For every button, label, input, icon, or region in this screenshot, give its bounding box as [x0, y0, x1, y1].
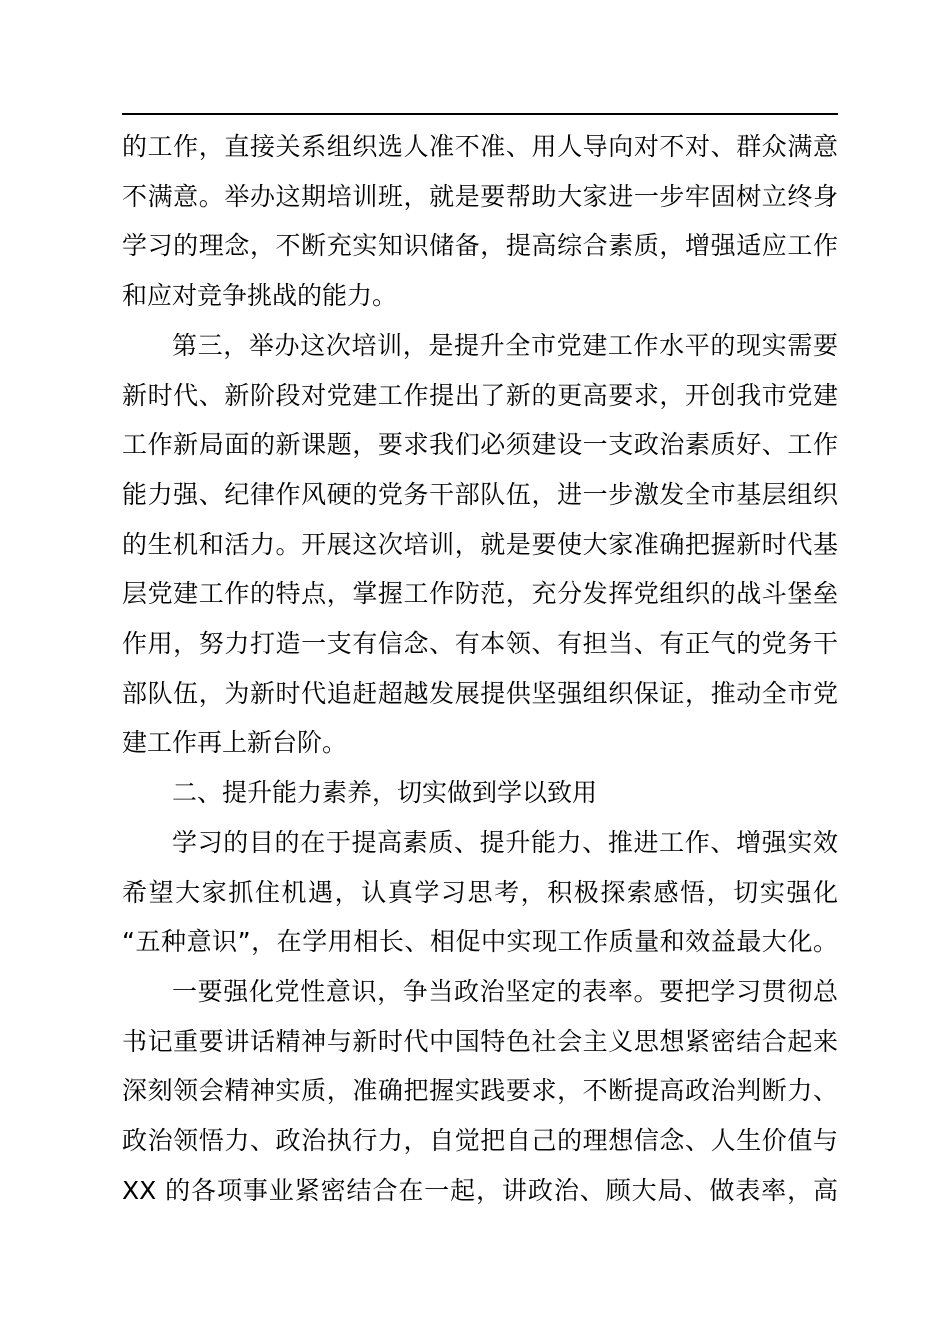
- text-line: 建工作再上新台阶。: [122, 728, 348, 757]
- text-line: 能力强、纪律作风硬的党务干部队伍，进一步激发全市基层组织: [122, 480, 838, 509]
- text-line: 工作新局面的新课题，要求我们必须建设一支政治素质好、工作: [122, 430, 838, 459]
- paragraph-first-line: 一要强化党性意识，争当政治坚定的表率。要把学习贯彻总: [172, 977, 838, 1006]
- text-line: 书记重要讲话精神与新时代中国特色社会主义思想紧密结合起来: [122, 1027, 838, 1056]
- text-line: 新时代、新阶段对党建工作提出了新的更高要求，开创我市党建: [122, 381, 838, 410]
- text-line: 学习的理念，不断充实知识储备，提高综合素质，增强适应工作: [122, 231, 838, 260]
- paragraph-first-line: 第三，举办这次培训，是提升全市党建工作水平的现实需要: [172, 331, 838, 360]
- text-line: XX 的各项事业紧密结合在一起，讲政治、顾大局、做表率，高: [122, 1176, 838, 1205]
- text-line: 深刻领会精神实质，准确把握实践要求，不断提高政治判断力、: [122, 1076, 838, 1105]
- text-line: “五种意识”，在学用相长、相促中实现工作质量和效益最大化。: [122, 927, 838, 956]
- paragraph-first-line: 二、提升能力素养，切实做到学以致用: [172, 778, 598, 807]
- text-line: 的工作，直接关系组织选人准不准、用人导向对不对、群众满意: [122, 132, 838, 161]
- text-line: 和应对竞争挑战的能力。: [122, 281, 398, 310]
- text-line: 不满意。举办这期培训班，就是要帮助大家进一步牢固树立终身: [122, 182, 838, 211]
- text-line: 作用，努力打造一支有信念、有本领、有担当、有正气的党务干: [122, 629, 838, 658]
- header-rule: [122, 113, 838, 115]
- text-line: 的生机和活力。开展这次培训，就是要使大家准确把握新时代基: [122, 530, 838, 559]
- paragraph-first-line: 学习的目的在于提高素质、提升能力、推进工作、增强实效: [172, 828, 838, 857]
- text-line: 希望大家抓住机遇，认真学习思考，积极探索感悟，切实强化: [122, 878, 838, 907]
- text-line: 部队伍，为新时代追赶超越发展提供坚强组织保证，推动全市党: [122, 679, 838, 708]
- text-line: 层党建工作的特点，掌握工作防范，充分发挥党组织的战斗堡垒: [122, 579, 838, 608]
- text-line: 政治领悟力、政治执行力，自觉把自己的理想信念、人生价值与: [122, 1126, 838, 1155]
